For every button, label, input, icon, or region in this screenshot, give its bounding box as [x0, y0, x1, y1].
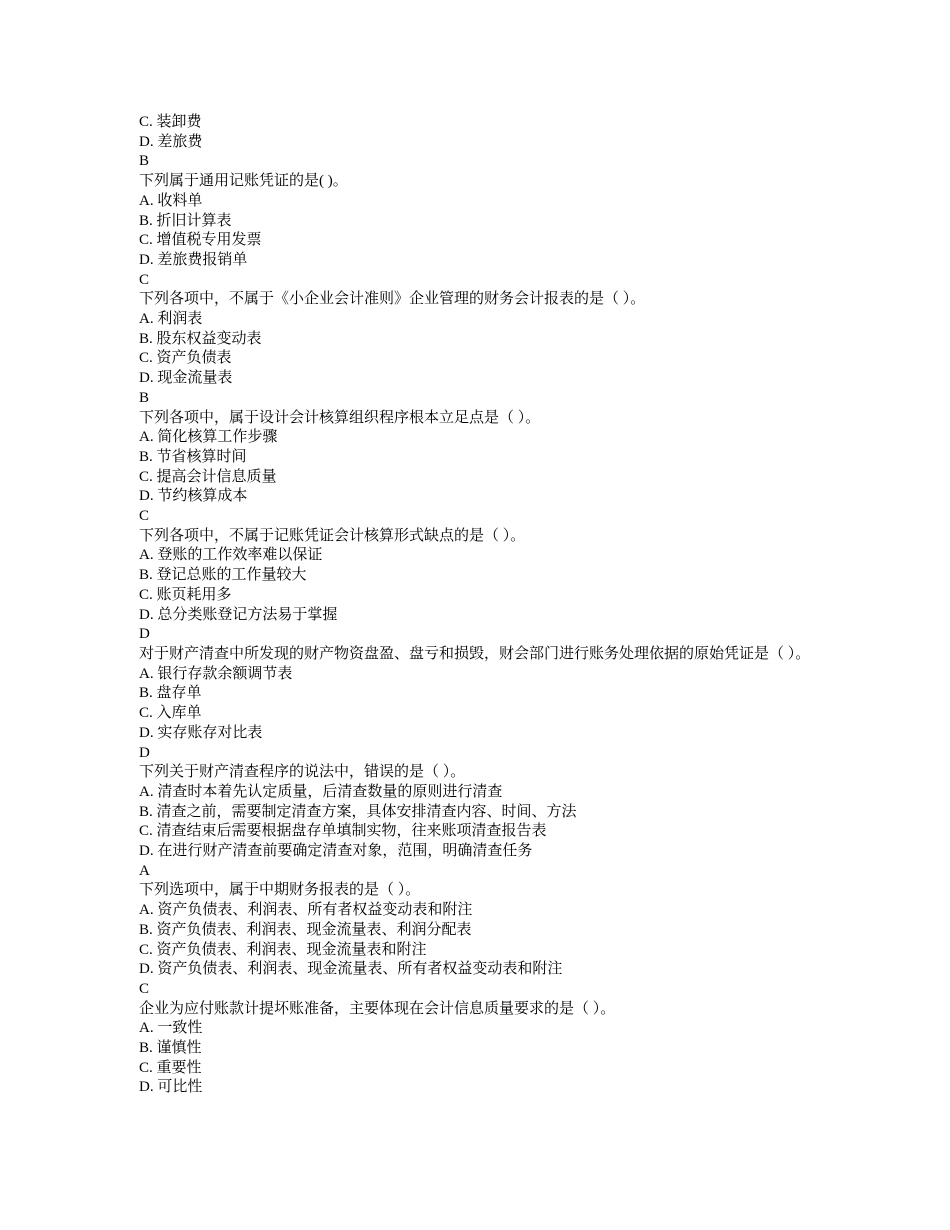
text-line: 下列各项中，不属于记账凭证会计核算形式缺点的是（ ）。 — [139, 527, 526, 544]
text-line: A. 清查时本着先认定质量，后清查数量的原则进行清查 — [139, 783, 503, 800]
document-page — [139, 113, 819, 1098]
text-line: D. 在进行财产清查前要确定清查对象，范围，明确清查任务 — [139, 843, 533, 860]
text-line: C. 提高会计信息质量 — [139, 468, 277, 485]
text-line: 下列各项中，不属于《小企业会计准则》企业管理的财务会计报表的是（ ）。 — [139, 291, 646, 308]
text-line: A. 简化核算工作步骤 — [139, 429, 278, 446]
text-line: C — [139, 271, 150, 288]
text-line: B. 盘存单 — [139, 685, 202, 702]
text-line: D. 可比性 — [139, 1079, 203, 1096]
text-line: A. 资产负债表、利润表、所有者权益变动表和附注 — [139, 902, 473, 919]
text-line: 下列选项中，属于中期财务报表的是（ ）。 — [139, 882, 421, 899]
text-line: D. 资产负债表、利润表、现金流量表、所有者权益变动表和附注 — [139, 961, 563, 978]
text-line: D — [139, 626, 150, 643]
text-line: B — [139, 153, 150, 170]
text-line: C. 重要性 — [139, 1059, 202, 1076]
text-line: B. 节省核算时间 — [139, 448, 247, 465]
text-line: B. 清查之前，需要制定清查方案，具体安排清查内容、时间、方法 — [139, 803, 577, 820]
text-line: 下列各项中，属于设计会计核算组织程序根本立足点是（ ）。 — [139, 409, 541, 426]
text-line: C. 清查结束后需要根据盘存单填制实物，往来账项清查报告表 — [139, 823, 547, 840]
text-line: C. 装卸费 — [139, 114, 202, 130]
text-line: C — [139, 508, 150, 525]
text-line: C. 增值税专用发票 — [139, 232, 262, 249]
text-line: B. 资产负债表、利润表、现金流量表、利润分配表 — [139, 921, 472, 938]
text-line: D. 现金流量表 — [139, 370, 233, 387]
text-line: 下列关于财产清查程序的说法中，错误的是（ ）。 — [139, 764, 466, 781]
text-line: 企业为应付账款计提坏账准备，主要体现在会计信息质量要求的是（ ）。 — [139, 1000, 616, 1017]
text-line: A. 登账的工作效率难以保证 — [139, 547, 323, 564]
text-line: A. 利润表 — [139, 311, 203, 328]
text-line: D — [139, 744, 150, 761]
text-line: A — [139, 862, 150, 879]
text-line: C. 入库单 — [139, 705, 202, 722]
text-line: D. 节约核算成本 — [139, 488, 248, 505]
text-line: A. 一致性 — [139, 1020, 203, 1037]
text-line: D. 差旅费 — [139, 133, 203, 150]
text-line: B. 股东权益变动表 — [139, 330, 262, 347]
text-line: B. 折旧计算表 — [139, 212, 232, 229]
text-line: D. 差旅费报销单 — [139, 251, 248, 268]
text-line: C — [139, 980, 150, 997]
text-line: A. 收料单 — [139, 192, 203, 209]
text-line: 下列属于通用记账凭证的是( )。 — [139, 173, 348, 190]
text-line: 对于财产清查中所发现的财产物资盘盈、盘亏和损毁，财会部门进行账务处理依据的原始凭证是（ ）。 — [139, 645, 811, 662]
text-line: B. 谨慎性 — [139, 1040, 202, 1057]
text-line: B — [139, 389, 150, 406]
text-line: D. 实存账存对比表 — [139, 724, 263, 741]
text-line: C. 账页耗用多 — [139, 586, 232, 603]
text-line: A. 银行存款余额调节表 — [139, 665, 293, 682]
text-line: D. 总分类账登记方法易于掌握 — [139, 606, 338, 623]
text-line: B. 登记总账的工作量较大 — [139, 567, 307, 584]
text-line: C. 资产负债表 — [139, 350, 232, 367]
text-line: C. 资产负债表、利润表、现金流量表和附注 — [139, 941, 427, 958]
